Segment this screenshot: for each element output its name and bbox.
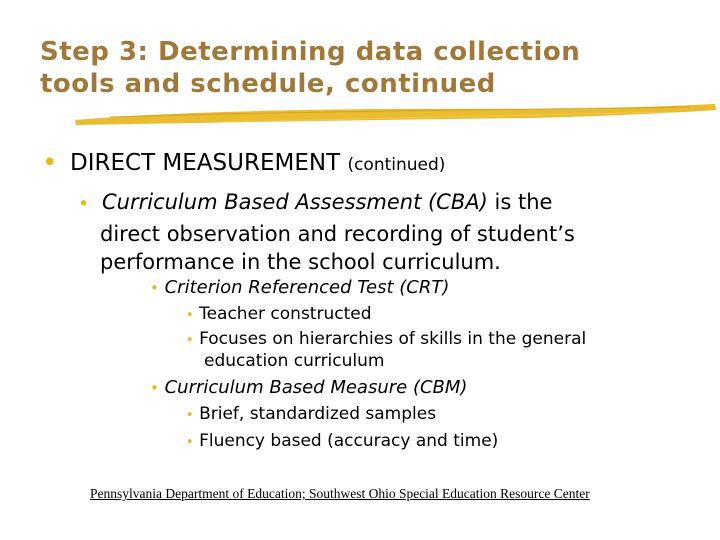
bullet-icon: • [150,379,159,397]
slide-title [40,36,700,100]
bullet-icon: • [78,193,90,215]
cbm-label: Curriculum Based Measure (CBM) [164,377,468,398]
cbm-list [186,404,626,453]
direct-measurement-text: DIRECT MEASUREMENT [70,150,341,176]
continued-label: (continued) [347,155,446,175]
list-item: • Brief, standardized samples [186,404,437,424]
crt-list [186,304,626,372]
footer-source-link[interactable]: Pennsylvania Department of Education; Southwest Ohio Special Education Resource Center [90,486,590,501]
list-item: • Teacher constructed [186,304,372,324]
list-item: • Focuses on hierarchies of skills in the general [186,329,587,349]
brush-stroke-divider [70,100,720,130]
bullet-icon: • [186,408,194,423]
crt-label: Criterion Referenced Test (CRT) [164,277,450,298]
bullet-crt [150,277,449,298]
list-item: • Fluency based (accuracy and time) [186,431,499,451]
cba-line-2: direct observation and recording of student’s [100,222,575,246]
cba-text-rest: is the [494,190,553,214]
title-line-1: Step 3: Determining data collection [40,37,581,67]
title-line-2: tools and schedule, continued [40,69,496,99]
list-item-continuation: education curriculum [204,351,385,371]
bullet-direct-measurement [42,150,445,176]
bullet-icon: • [150,279,159,297]
bullet-cba [78,188,638,276]
cba-line-3: performance in the school curriculum. [100,250,501,274]
cba-term: Curriculum Based Assessment (CBA) [102,190,488,214]
bullet-icon: • [42,148,58,178]
bullet-icon: • [186,308,194,323]
bullet-cbm [150,377,467,398]
bullet-icon: • [186,333,194,348]
bullet-icon: • [186,435,194,450]
